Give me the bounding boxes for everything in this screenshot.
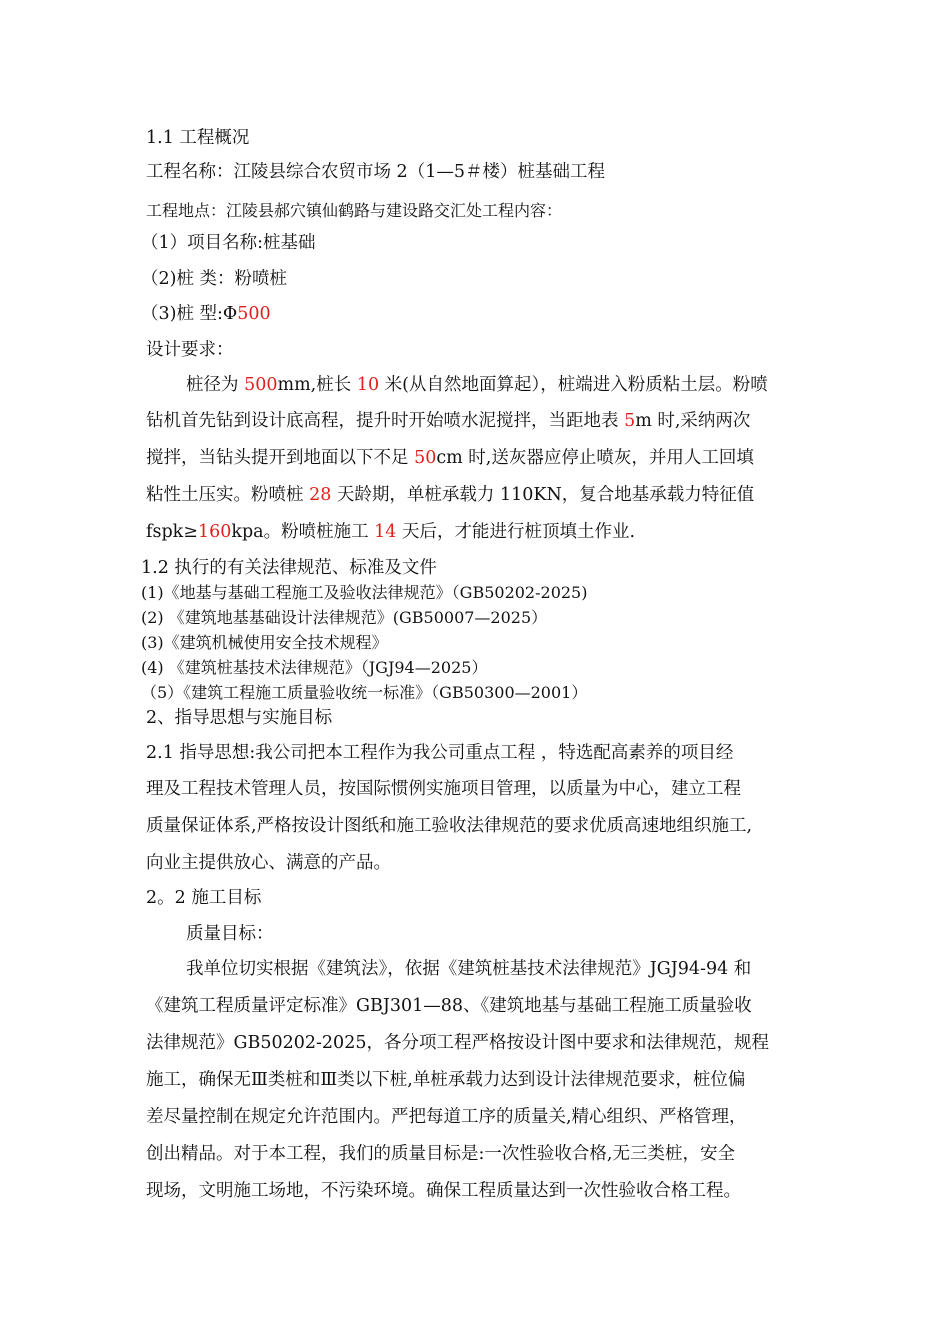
project-item-2: （2)桩 类：粉喷桩 bbox=[141, 269, 288, 289]
design-text: 粘性土压实。粉喷桩 bbox=[146, 485, 310, 505]
design-text: m 时,采纳两次 bbox=[635, 411, 751, 431]
guiding-para-line-2: 理及工程技术管理人员，按国际惯例实施项目管理，以质量为中心，建立工程 bbox=[146, 779, 741, 799]
design-text: mm,桩长 bbox=[277, 375, 357, 395]
project-item-3 bbox=[141, 303, 271, 325]
quality-para-line-2: 《建筑工程质量评定标准》GBJ301—88、《建筑地基与基础工程施工质量验收 bbox=[146, 996, 752, 1016]
design-line-5 bbox=[146, 521, 635, 543]
design-text: 搅拌，当钻头提开到地面以下不足 bbox=[146, 448, 415, 468]
quality-para-line-5: 差尽量控制在规定允许范围内。严把每道工序的质量关,精心组织、严格管理， bbox=[146, 1107, 747, 1127]
distance-value: 5 bbox=[624, 411, 636, 431]
design-text: cm 时,送灰器应停止喷灰，并用人工回填 bbox=[436, 448, 754, 468]
pile-diameter-mm: 500 bbox=[244, 375, 278, 395]
design-line-1 bbox=[186, 374, 768, 396]
design-text: kpa。粉喷桩施工 bbox=[231, 522, 375, 542]
project-name-line: 工程名称：江陵县综合农贸市场 2（1—5＃楼）桩基础工程 bbox=[146, 162, 605, 182]
standard-item-5: （5）《建筑工程施工质量验收统一标准》（GB50300—2001） bbox=[141, 683, 588, 702]
quality-para-line-4: 施工，确保无Ⅲ类桩和Ⅲ类以下桩,单桩承载力达到设计法律规范要求，桩位偏 bbox=[146, 1070, 746, 1090]
project-item-1: （1）项目名称:桩基础 bbox=[141, 233, 316, 253]
project-site-line: 工程地点：江陵县郝穴镇仙鹤路与建设路交汇处工程内容： bbox=[146, 201, 563, 220]
guiding-para-line-1: 2.1 指导思想:我公司把本工程作为我公司重点工程 ，特选配高素养的项目经 bbox=[146, 743, 734, 763]
quality-para-line-7: 现场，文明施工场地，不污染环境。确保工程质量达到一次性验收合格工程。 bbox=[146, 1181, 741, 1201]
pile-length: 10 bbox=[356, 375, 380, 395]
curing-days: 28 bbox=[309, 485, 332, 505]
standard-item-3: (3)《建筑机械使用安全技术规程》 bbox=[141, 633, 388, 652]
pile-diameter-value: 500 bbox=[237, 304, 271, 324]
design-text: 桩径为 bbox=[186, 375, 245, 395]
design-text: 天后，才能进行桩顶填土作业. bbox=[396, 522, 636, 542]
standard-item-2: (2) 《建筑地基基础设计法律规范》(GB50007—2025） bbox=[141, 608, 548, 627]
design-text: 天龄期，单桩承载力 110KN，复合地基承载力特征值 bbox=[331, 485, 755, 505]
design-line-4 bbox=[146, 484, 754, 506]
guiding-para-line-4: 向业主提供放心、满意的产品。 bbox=[146, 853, 391, 873]
design-requirements-label: 设计要求： bbox=[146, 340, 234, 360]
item3-text: （3)桩 型:Φ bbox=[141, 304, 238, 324]
standard-item-1: (1)《地基与基础工程施工及验收法律规范》（GB50202-2025) bbox=[141, 583, 588, 602]
quality-para-line-3: 法律规范》GB50202-2025，各分项工程严格按设计图中要求和法律规范，规程 bbox=[146, 1033, 769, 1053]
section-heading-2: 2、指导思想与实施目标 bbox=[146, 708, 333, 728]
bearing-capacity-value: 160 bbox=[197, 522, 232, 542]
design-text: 钻机首先钻到设计底高程，提升时开始喷水泥搅拌，当距地表 bbox=[146, 411, 625, 431]
depth-value: 50 bbox=[414, 448, 437, 468]
quality-para-line-1: 我单位切实根据《建筑法》，依据《建筑桩基技术法律规范》JGJ94-94 和 bbox=[186, 959, 752, 979]
standard-item-4: (4) 《建筑桩基技术法律规范》（JGJ94—2025） bbox=[141, 658, 488, 677]
construction-days: 14 bbox=[374, 522, 397, 542]
design-text: 米(从自然地面算起），桩端进入粉质粘土层。粉喷 bbox=[379, 375, 768, 395]
guiding-para-line-3: 质量保证体系,严格按设计图纸和施工验收法律规范的要求优质高速地组织施工, bbox=[146, 816, 753, 836]
design-line-2 bbox=[146, 410, 750, 432]
quality-para-line-6: 创出精品。对于本工程，我们的质量目标是:一次性验收合格,无三类桩，安全 bbox=[146, 1144, 735, 1164]
quality-target-label: 质量目标： bbox=[186, 924, 274, 944]
section-heading-1-2: 1.2 执行的有关法律规范、标准及文件 bbox=[141, 558, 437, 578]
section-heading-2-2: 2。2 施工目标 bbox=[146, 888, 262, 908]
section-heading-1-1: 1.1 工程概况 bbox=[146, 128, 250, 148]
design-text: fspk≥ bbox=[146, 522, 198, 542]
design-line-3 bbox=[146, 447, 754, 469]
